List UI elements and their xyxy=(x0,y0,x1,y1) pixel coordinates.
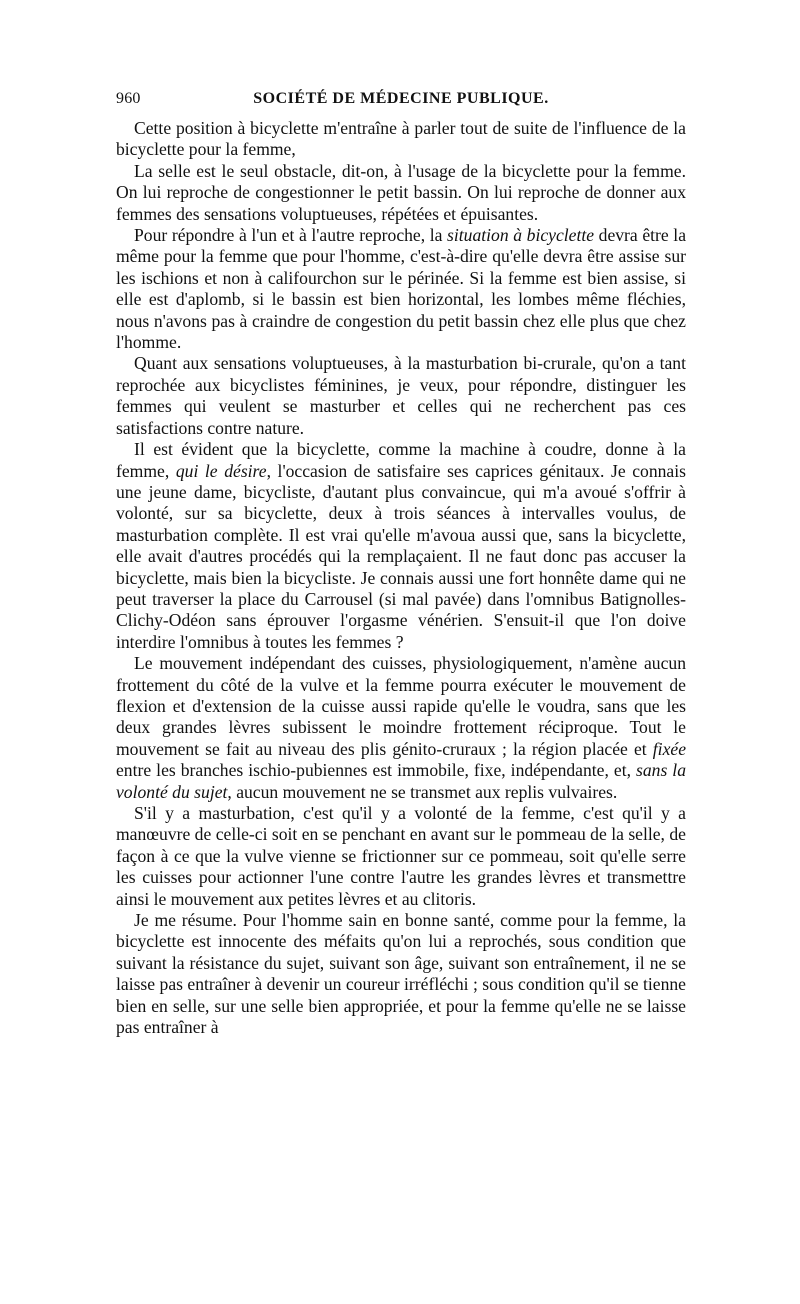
paragraph-6-text-b: entre les branches ischio-pubiennes est immobile, fixe, indépendante, et, xyxy=(116,760,636,781)
paragraph-3-text-b: devra être la même pour la femme que pour l'homme, c'est-à-dire qu'elle devra être assise sur les ischions et non à califourchon sur le périnée. Si la femme est bien assise, si elle est d'aplomb, si le bassin est bien horizontal, les lombes même fléchies, nous n'avons pas à craindre de congestion du petit bassin chez elle plus que chez l'homme. xyxy=(116,225,687,353)
running-header xyxy=(116,88,686,114)
document-page xyxy=(116,88,686,1038)
paragraph-8: Je me résume. Pour l'homme sain en bonne santé, comme pour la femme, la bicyclette est innocente des méfaits qu'on lui a reprochés, sous condition que suivant la résistance du sujet, suivant son âge, suivant son entraînement, il ne se laisse pas entraîner à devenir un coureur irréfléchi ; sous condition qu'il se tienne bien en selle, sur une selle bien appropriée, et pour la femme qu'elle ne se laisse pas entraîner à xyxy=(116,910,686,1038)
journal-title: SOCIÉTÉ DE MÉDECINE PUBLIQUE. xyxy=(253,90,549,107)
paragraph-3 xyxy=(116,225,686,353)
paragraph-6 xyxy=(116,653,686,803)
paragraph-6-italic-b: sans la volonté du sujet xyxy=(116,760,686,802)
page-number: 960 xyxy=(116,90,141,107)
paragraph-6-text-a: Le mouvement indépendant des cuisses, physiologiquement, n'amène aucun frottement du côté de la vulve et la femme pourra exécuter le mouvement de flexion et d'extension de la cuisse aussi rapide qu'elle le voudra, sans que les deux grandes lèvres subissent le moindre frottement réciproque. Tout le mouvement se fait au niveau des plis génito-cruraux ; la région placée et xyxy=(116,653,686,759)
paragraph-5-italic: qui le désire xyxy=(175,460,267,481)
paragraph-7: S'il y a masturbation, c'est qu'il y a volonté de la femme, c'est qu'il y a manœuvre de celle-ci soit en se penchant en avant sur le pommeau de la selle, de façon à ce que la vulve vienne se frictionner sur ce pommeau, soit qu'elle serre les cuisses pour actionner l'une contre l'autre les grandes lèvres et transmettre ainsi le mouvement aux petites lèvres et au clitoris. xyxy=(116,803,686,909)
paragraph-6-italic-a: fixée xyxy=(652,738,686,759)
paragraph-1: Cette position à bicyclette m'entraîne à parler tout de suite de l'influence de la bicyclette pour la femme, xyxy=(116,118,686,160)
paragraph-5-text-b: , l'occasion de satisfaire ses caprices génitaux. Je connais une jeune dame, bicycliste, d'autant plus convaincue, qui m'a avoué s'offrir à volonté, sur sa bicyclette, deux à trois séances à intervalles voulus, de masturbation complète. Il est vrai qu'elle m'avoua aussi que, sans la bicyclette, elle avait d'autres procédés qui la remplaçaient. Il ne faut donc pas accuser la bicyclette, mais bien la bicycliste. Je connais aussi une fort honnête dame qui ne peut traverser la place du Carrousel (si mal pavée) dans l'omnibus Batignolles-Clichy-Odéon sans éprouver l'orgasme vénérien. S'ensuit-il que l'on doive interdire l'omnibus à toutes les femmes ? xyxy=(116,460,686,652)
paragraph-2: La selle est le seul obstacle, dit-on, à l'usage de la bicyclette pour la femme. On lui reproche de congestionner le petit bassin. On lui reproche de donner aux femmes des sensations voluptueuses, répétées et épuisantes. xyxy=(116,160,686,224)
paragraph-5 xyxy=(116,439,686,653)
paragraph-6-text-c: , aucun mouvement ne se transmet aux replis vulvaires. xyxy=(227,781,618,802)
paragraph-3-italic: situation à bicyclette xyxy=(447,225,595,246)
paragraph-4: Quant aux sensations voluptueuses, à la masturbation bi-crurale, qu'on a tant reprochée aux bicyclistes féminines, je veux, pour répondre, distinguer les femmes qui veulent se masturber et celles qui ne recherchent pas ces satisfactions contre nature. xyxy=(116,353,686,438)
paragraph-3-text-a: Pour répondre à l'un et à l'autre reproche, la xyxy=(134,225,448,246)
paragraph-5-text-a: Il est évident que la bicyclette, comme la machine à coudre, donne à la femme, xyxy=(116,439,686,481)
